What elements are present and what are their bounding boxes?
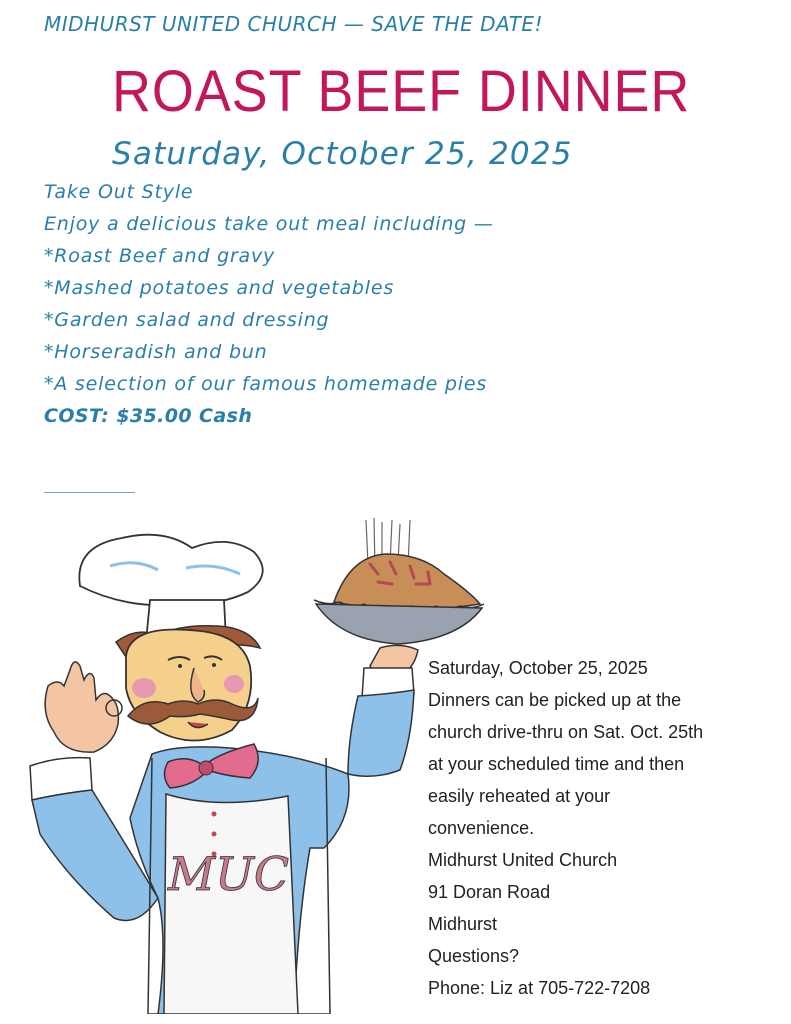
church-name: Midhurst United Church: [428, 850, 618, 870]
event-date: Saturday, October 25, 2025: [112, 136, 573, 172]
save-the-date-kicker: MIDHURST UNITED CHURCH — SAVE THE DATE!: [44, 12, 544, 36]
info-date: Saturday, October 25, 2025: [428, 658, 648, 678]
chef-face-icon: [126, 630, 258, 741]
pickup-info: [428, 652, 703, 1004]
church-address: 91 Doran Road: [428, 882, 551, 902]
menu-item: *Roast Beef and gravy: [44, 245, 276, 267]
menu-list: [44, 176, 494, 432]
info-line: easily reheated at your: [428, 786, 611, 806]
questions-label: Questions?: [428, 946, 520, 966]
divider-rule: [44, 492, 135, 493]
menu-item: *A selection of our famous homemade pies: [44, 373, 488, 395]
menu-item: *Garden salad and dressing: [44, 309, 330, 331]
menu-line: Enjoy a delicious take out meal including —: [44, 213, 494, 235]
apron-lettering: MUC: [168, 847, 290, 901]
info-line: church drive-thru on Sat. Oct. 25th: [428, 722, 704, 742]
event-title: ROAST BEEF DINNER: [112, 59, 691, 124]
menu-item: *Horseradish and bun: [44, 341, 268, 363]
chef-illustration: [18, 518, 488, 1014]
menu-item: *Mashed potatoes and vegetables: [44, 277, 395, 299]
pie-icon: [314, 554, 484, 644]
info-line: at your scheduled time and then: [428, 754, 685, 774]
cost-line: COST: $35.00 Cash: [44, 405, 253, 427]
church-town: Midhurst: [428, 914, 498, 934]
info-line: Dinners can be picked up at the: [428, 690, 682, 710]
menu-line: Take Out Style: [44, 181, 194, 203]
contact-phone: Phone: Liz at 705-722-7208: [428, 978, 651, 998]
hand-icon: [45, 662, 122, 752]
info-line: convenience.: [428, 818, 535, 838]
chef-hat-icon: [79, 535, 262, 642]
